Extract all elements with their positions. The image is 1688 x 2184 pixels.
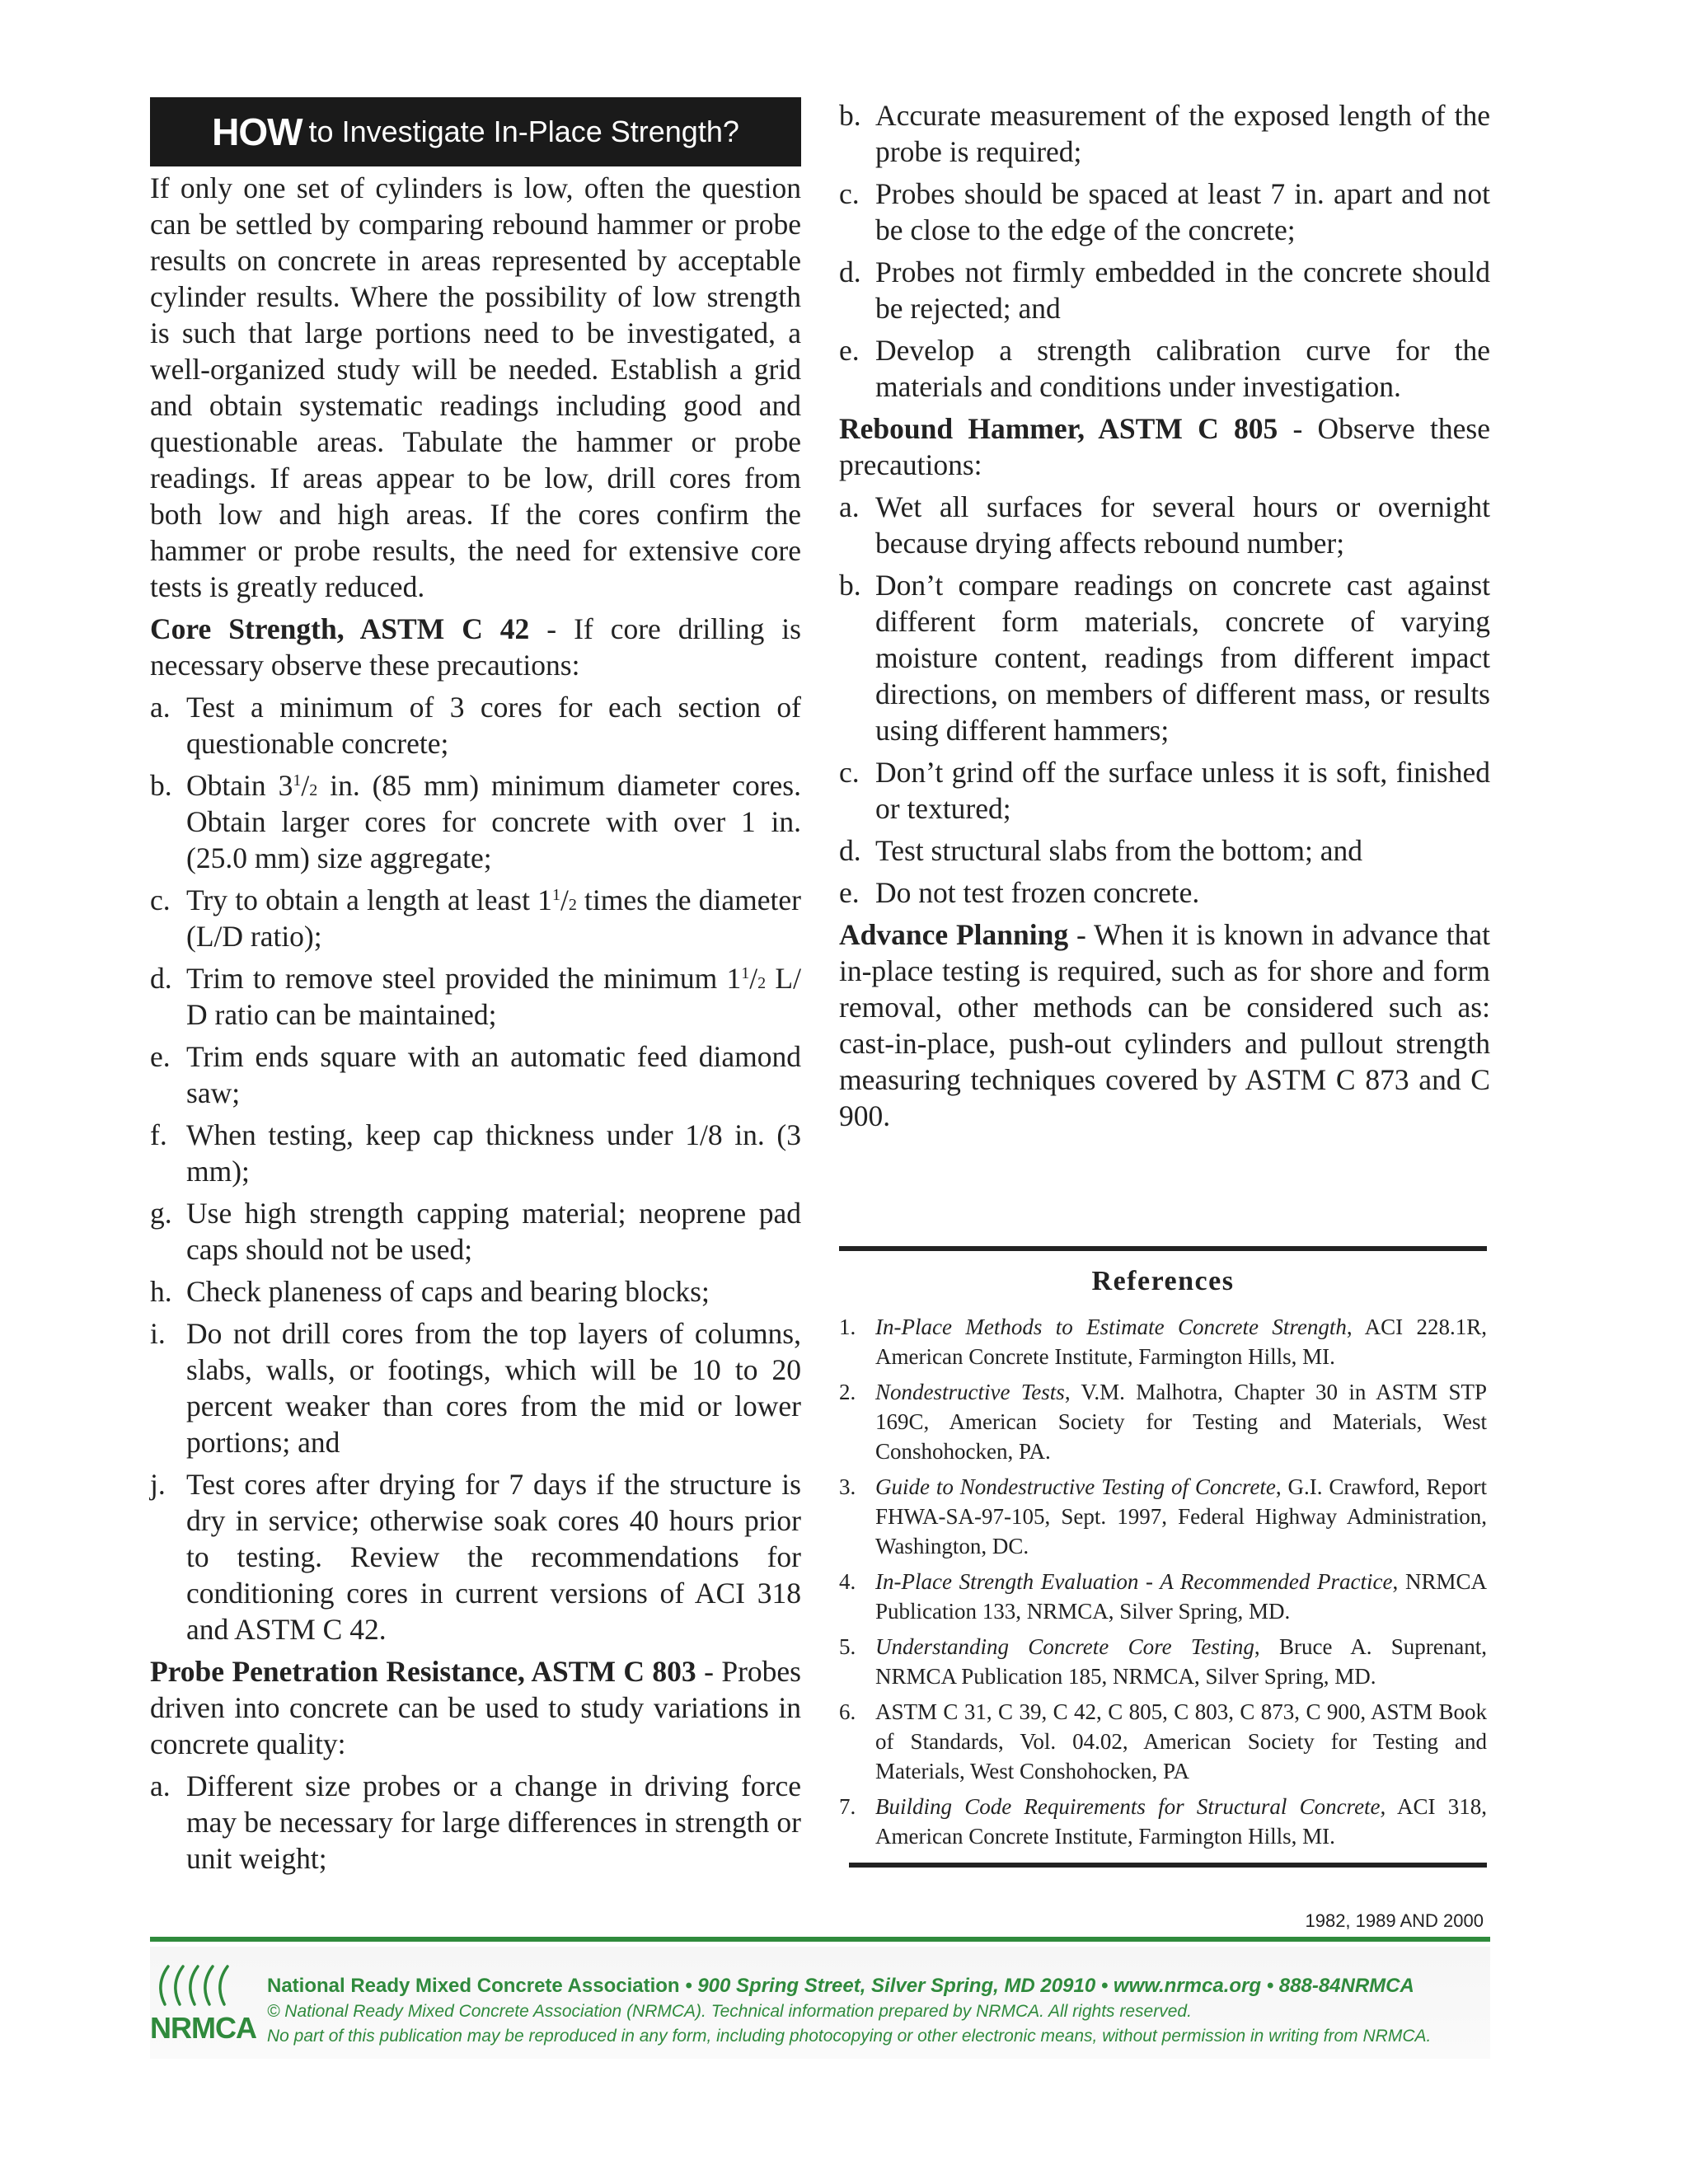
reference-number: 6. (839, 1699, 856, 1724)
list-item (839, 754, 1490, 827)
list-marker: a. (150, 1769, 171, 1802)
footer-text (267, 1973, 1479, 2049)
reference-item (839, 1632, 1487, 1691)
footer-notice: No part of this publication may be reproduced in any form, including photocopying or other electronic means, without permission in writing from NRMCA. (267, 2027, 1432, 2046)
list-text: Develop a strength calibration curve for the materials and conditions under investigation. (875, 334, 1490, 403)
rebound-paragraph (839, 410, 1490, 483)
reference-number: 1. (839, 1315, 856, 1339)
left-column (150, 97, 801, 1882)
reference-text (875, 1312, 1487, 1371)
revision-years: 1982, 1989 AND 2000 (1305, 1910, 1484, 1931)
probe-precautions-list (150, 1768, 801, 1877)
list-marker: d. (839, 255, 861, 288)
list-marker: d. (150, 962, 172, 995)
reference-title: Building Code Requirements for Structural Concrete, (875, 1794, 1386, 1819)
list-text-post: in. (85 mm) minimum diameter cores. Obtain larger cores for concrete with over 1 in. (25.0 mm) size aggregate; (186, 769, 801, 874)
list-text-post: times the diameter (L/D ratio); (186, 883, 801, 953)
right-column (839, 97, 1490, 1140)
list-text: Probes should be spaced at least 7 in. apart and not be close to the edge of the concrete; (875, 177, 1490, 246)
references-box (839, 1246, 1487, 1868)
list-item (839, 176, 1490, 248)
list-text: Do not drill cores from the top layers of columns, slabs, walls, or footings, which will be 10 to 20 percent weaker than cores from the mid or lower portions; and (186, 1317, 801, 1459)
list-item (150, 1117, 801, 1189)
list-text: Test a minimum of 3 cores for each section of questionable concrete; (186, 691, 801, 760)
footer-org-name: National Ready Mixed Concrete Association (267, 1975, 680, 1997)
list-marker: c. (839, 756, 860, 789)
list-item (150, 767, 801, 876)
list-text: Trim ends square with an automatic feed diamond saw; (186, 1040, 801, 1109)
footer-address: • 900 Spring Street, Silver Spring, MD 20910 • www.nrmca.org • 888-84NRMCA (679, 1975, 1414, 1997)
list-item (150, 1768, 801, 1877)
list-text (186, 882, 801, 954)
header-title: to Investigate In-Place Strength? (308, 115, 739, 148)
list-item (150, 689, 801, 762)
probe-intro: - Probes driven into concrete can be used to study variations in concrete quality: (150, 1655, 801, 1760)
reference-number: 5. (839, 1634, 856, 1659)
reference-number: 2. (839, 1380, 856, 1404)
reference-title: In-Place Methods to Estimate Concrete Strength (875, 1315, 1347, 1339)
list-marker: b. (839, 99, 861, 132)
footer-line-1 (267, 1973, 1479, 1999)
list-marker: j. (150, 1468, 166, 1501)
probe-precautions-list-continued (839, 97, 1490, 405)
list-marker: h. (150, 1275, 172, 1308)
list-text-sub: 2 (757, 974, 767, 992)
advance-planning-paragraph (839, 916, 1490, 1134)
list-text-sup: 1 (741, 964, 750, 982)
list-item (150, 1273, 801, 1310)
list-item (150, 882, 801, 954)
reference-details: , Bruce A. Suprenant, NRMCA Publication 185, NRMCA, Silver Spring, MD. (875, 1634, 1488, 1689)
reference-item (839, 1697, 1487, 1786)
footer-copyright: © National Ready Mixed Concrete Association (NRMCA). Technical information prepared by NRMCA. All rights reserved. (267, 2002, 1192, 2021)
reference-item (839, 1792, 1487, 1851)
footer-green-rule (150, 1937, 1490, 1942)
reference-text (875, 1567, 1487, 1626)
list-marker: b. (150, 769, 172, 802)
list-item (839, 489, 1490, 561)
reference-item (839, 1472, 1487, 1561)
intro-paragraph: If only one set of cylinders is low, often the question can be settled by comparing rebound hammer or probe results on concrete in areas represented by acceptable cylinder results. Where the possibility of low strength is such that large portions need to be investigated, a well-organized study will be needed. Establish a grid and obtain systematic readings including good and questionable areas. Tabulate the hammer or probe readings. If areas appear to be low, drill cores from both low and high areas. If the cores confirm the hammer or probe results, the need for extensive core tests is greatly reduced. (150, 171, 801, 603)
reference-title: In-Place Strength Evaluation - A Recommended Practice (875, 1569, 1393, 1594)
advance-planning-heading: Advance Planning (839, 918, 1069, 951)
list-text: Test cores after drying for 7 days if the structure is dry in service; otherwise soak cores 40 hours prior to testing. Review the recommendations for conditioning cores in current versions of ACI 318 and ASTM C 42. (186, 1468, 801, 1646)
reference-title: Understanding Concrete Core Testing (875, 1634, 1254, 1659)
list-marker: c. (839, 177, 860, 210)
reference-details: , V.M. Malhotra, Chapter 30 in ASTM STP 169C, American Society for Testing and Materials, West Conshohocken, PA. (875, 1380, 1487, 1464)
reference-number: 7. (839, 1794, 856, 1819)
rebound-precautions-list (839, 489, 1490, 911)
list-marker: e. (839, 334, 860, 367)
list-marker: g. (150, 1197, 172, 1230)
list-item (150, 1038, 801, 1111)
list-text: Do not test frozen concrete. (875, 876, 1200, 909)
list-item (839, 874, 1490, 911)
list-text (186, 767, 801, 876)
list-text: Use high strength capping material; neoprene pad caps should not be used; (186, 1197, 801, 1266)
rebound-heading: Rebound Hammer, ASTM C 805 (839, 412, 1278, 445)
probe-heading: Probe Penetration Resistance, ASTM C 803 (150, 1655, 696, 1688)
reference-text (875, 1697, 1487, 1786)
list-marker: i. (150, 1317, 166, 1350)
reference-details: , NRMCA Publication 133, NRMCA, Silver Spring, MD. (875, 1569, 1487, 1624)
list-item (150, 1466, 801, 1647)
core-precautions-list (150, 689, 801, 1647)
list-text-mid: / (749, 962, 758, 995)
reference-text (875, 1377, 1487, 1466)
list-text: Different size probes or a change in driving force may be necessary for large differences in strength or unit weight; (186, 1769, 801, 1875)
core-strength-heading: Core Strength, ASTM C 42 (150, 612, 530, 645)
list-item (839, 332, 1490, 405)
nrmca-logo (150, 1961, 256, 2052)
reference-text (875, 1472, 1487, 1561)
reference-details: , G.I. Crawford, Report FHWA-SA-97-105, Sept. 1997, Federal Highway Administration, Washington, DC. (875, 1474, 1487, 1558)
reference-item (839, 1377, 1487, 1466)
list-text-mid: / (560, 883, 569, 916)
list-text: Don’t grind off the surface unless it is soft, finished or textured; (875, 756, 1490, 825)
list-text: Probes not firmly embedded in the concrete should be rejected; and (875, 255, 1490, 325)
list-marker: d. (839, 834, 861, 867)
reference-number: 4. (839, 1569, 856, 1594)
list-text-pre: Trim to remove steel provided the minimum 1 (186, 962, 742, 995)
reference-title: Nondestructive Tests (875, 1380, 1065, 1404)
list-marker: e. (150, 1040, 171, 1073)
references-top-rule (839, 1246, 1487, 1251)
advance-planning-text: - When it is known in advance that in-place testing is required, such as for shore and form removal, other methods can be considered such as: cast-in-place, push-out cylinders and pullout strength measuring techniques covered by ASTM C 873 and C 900. (839, 918, 1490, 1132)
list-marker: f. (150, 1118, 167, 1151)
list-marker: b. (839, 569, 861, 602)
reference-title: Guide to Nondestructive Testing of Concrete (875, 1474, 1276, 1499)
list-item (150, 960, 801, 1033)
logo-arcs-icon (150, 1961, 241, 2008)
list-marker: a. (150, 691, 171, 724)
list-text: Accurate measurement of the exposed length of the probe is required; (875, 99, 1490, 168)
list-text: Test structural slabs from the bottom; and (875, 834, 1363, 867)
list-text-pre: Try to obtain a length at least 1 (186, 883, 552, 916)
list-text-post: L/ D ratio can be maintained; (186, 962, 801, 1031)
list-marker: a. (839, 490, 860, 523)
reference-details: ASTM C 31, C 39, C 42, C 805, C 803, C 873, C 900, ASTM Book of Standards, Vol. 04.02, American Society for Testing and Materials, West Conshohocken, PA (875, 1699, 1487, 1783)
probe-paragraph (150, 1653, 801, 1762)
reference-number: 3. (839, 1474, 856, 1499)
reference-details: ACI 318, American Concrete Institute, Farmington Hills, MI. (875, 1794, 1487, 1849)
list-text: When testing, keep cap thickness under 1/8 in. (3 mm); (186, 1118, 801, 1188)
list-item (839, 97, 1490, 170)
reference-text (875, 1632, 1487, 1691)
rebound-intro: - Observe these precautions: (839, 412, 1490, 481)
logo-wordmark: NRMCA (150, 2011, 256, 2045)
reference-item (839, 1312, 1487, 1371)
list-text: Wet all surfaces for several hours or overnight because drying affects rebound number; (875, 490, 1490, 560)
list-item (839, 832, 1490, 869)
list-text-mid: / (301, 769, 310, 802)
list-item (839, 567, 1490, 748)
list-text: Check planeness of caps and bearing blocks; (186, 1275, 710, 1308)
list-item (150, 1315, 801, 1460)
list-text: Don’t compare readings on concrete cast against different form materials, concrete of varying moisture content, readings from different impact directions, on members of different mass, or results using different hammers; (875, 569, 1490, 747)
list-text-pre: Obtain 3 (186, 769, 293, 802)
list-item (150, 1195, 801, 1268)
header-how: HOW (212, 110, 302, 153)
list-item (839, 254, 1490, 326)
reference-text (875, 1792, 1487, 1851)
list-marker: c. (150, 883, 171, 916)
references-title: References (1091, 1266, 1235, 1296)
references-bottom-rule (849, 1863, 1487, 1868)
list-text-sub: 2 (568, 896, 577, 914)
core-strength-intro: - If core drilling is necessary observe these precautions: (150, 612, 801, 682)
reference-details: , ACI 228.1R, American Concrete Institute, Farmington Hills, MI. (875, 1315, 1487, 1369)
references-list (839, 1312, 1487, 1851)
list-text (186, 960, 801, 1033)
list-text-sub: 2 (309, 781, 318, 799)
core-strength-paragraph (150, 611, 801, 683)
section-header (150, 97, 801, 166)
list-marker: e. (839, 876, 860, 909)
list-text-sup: 1 (551, 886, 560, 904)
reference-item (839, 1567, 1487, 1626)
list-text-sup: 1 (293, 771, 302, 790)
